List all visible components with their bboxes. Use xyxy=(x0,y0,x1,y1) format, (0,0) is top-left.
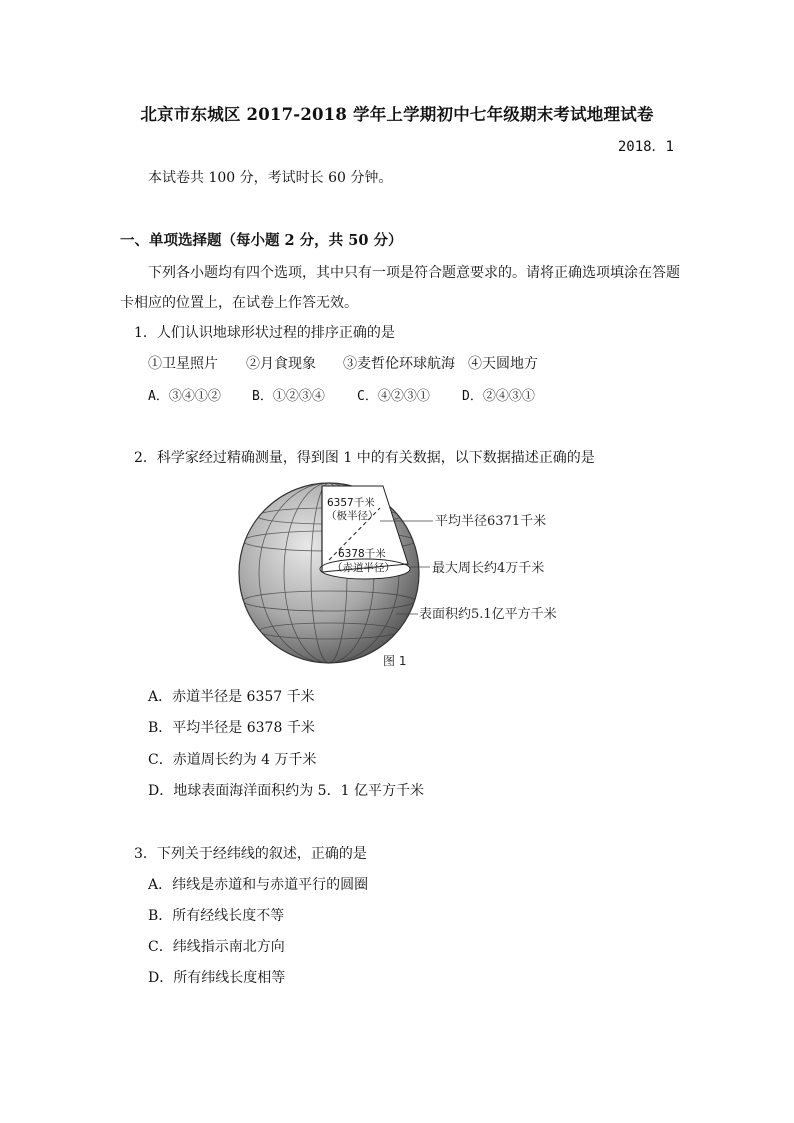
q3-option-d: D．所有纬线长度相等 xyxy=(148,970,286,986)
q2-option-c: C．赤道周长约为 4 万千米 xyxy=(148,752,317,768)
q1-item: ③麦哲伦环球航海 xyxy=(343,356,455,372)
q2-option-a: A．赤道半径是 6357 千米 xyxy=(148,689,315,705)
callout-max-circumference: 最大周长约4万千米 xyxy=(432,561,545,576)
intro-text: 本试卷共 100 分，考试时长 60 分钟。 xyxy=(148,170,393,186)
q1-option-a: A．③④①② xyxy=(148,389,221,404)
q3-option-b: B．所有经线长度不等 xyxy=(148,908,285,924)
q3-stem: 3．下列关于经纬线的叙述，正确的是 xyxy=(134,846,367,862)
polar-label: （极半径） xyxy=(326,510,379,522)
q2-option-d: D．地球表面海洋面积约为 5．1 亿平方千米 xyxy=(148,783,424,799)
earth-globe-diagram xyxy=(230,476,580,676)
exam-date: 2018．1 xyxy=(617,139,674,155)
polar-value: 6357千米 xyxy=(327,497,375,509)
q1-option-b: B．①②③④ xyxy=(252,389,325,404)
equator-label: （赤道半径） xyxy=(332,562,395,574)
earth-figure xyxy=(230,476,580,676)
q3-option-a: A．纬线是赤道和与赤道平行的圆圈 xyxy=(148,877,369,893)
q1-option-d: D．②④③① xyxy=(462,389,535,404)
q3-option-c: C．纬线指示南北方向 xyxy=(148,939,285,955)
q1-option-c: C．④②③① xyxy=(357,389,430,404)
q1-item: ①卫星照片 xyxy=(148,356,218,372)
callout-mean-radius: 平均半径6371千米 xyxy=(435,514,547,529)
q2-stem: 2．科学家经过精确测量，得到图 1 中的有关数据，以下数据描述正确的是 xyxy=(134,450,595,466)
q2-option-b: B．平均半径是 6378 千米 xyxy=(148,720,315,736)
q1-stem: 1．人们认识地球形状过程的排序正确的是 xyxy=(134,325,395,341)
q1-item: ④天圆地方 xyxy=(468,356,538,372)
section-instruction-line2: 卡相应的位置上，在试卷上作答无效。 xyxy=(120,295,358,311)
equator-value: 6378千米 xyxy=(338,548,386,560)
section-heading: 一、单项选择题（每小题 2 分，共 50 分） xyxy=(120,232,403,249)
callout-surface-area: 表面积约5.1亿平方千米 xyxy=(419,607,557,622)
page-title: 北京市东城区 2017-2018 学年上学期初中七年级期末考试地理试卷 xyxy=(140,105,654,124)
q1-item: ②月食现象 xyxy=(246,356,316,372)
figure-caption: 图 1 xyxy=(383,654,407,668)
section-instruction-line1: 下列各小题均有四个选项，其中只有一项是符合题意要求的。请将正确选项填涂在答题 xyxy=(148,265,680,281)
